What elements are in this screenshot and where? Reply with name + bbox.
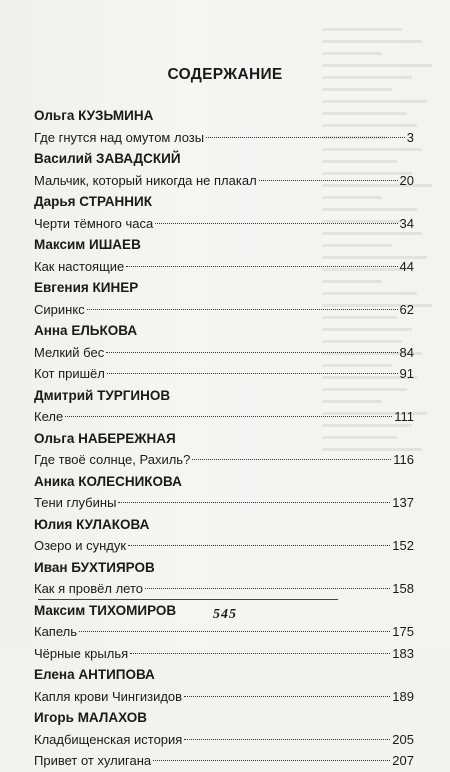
toc-author: Дмитрий ТУРГИНОВ xyxy=(34,387,171,403)
toc-entry-title: Озеро и сундук xyxy=(34,538,127,553)
toc-entry xyxy=(34,363,414,385)
toc-entry-title: Тени глубины xyxy=(34,495,117,510)
dot-leader xyxy=(118,502,390,503)
toc-author: Дарья СТРАННИК xyxy=(34,194,152,209)
toc-entry-page: 175 xyxy=(392,624,414,639)
toc-entry-page: 183 xyxy=(392,645,414,661)
toc-entry xyxy=(34,750,414,772)
toc-author: Юлия КУЛАКОВА xyxy=(34,516,150,532)
toc-author: Василий ЗАВАДСКИЙ xyxy=(34,151,181,166)
dot-leader xyxy=(145,588,390,589)
toc-entry-page: 207 xyxy=(392,753,414,768)
toc-entry-page: 189 xyxy=(392,688,414,704)
toc-entry-page: 62 xyxy=(399,301,414,317)
toc-entry-title: Как настоящие xyxy=(34,258,125,274)
toc-entry-title: Кладбищенская история xyxy=(34,731,183,747)
dot-leader xyxy=(79,631,390,632)
page-number: 545 xyxy=(213,607,237,622)
toc-entry-page: 137 xyxy=(392,495,414,510)
toc-entry-page: 84 xyxy=(399,344,414,360)
toc-entry xyxy=(34,299,414,321)
toc-entry-page: 152 xyxy=(392,538,414,553)
toc-entry xyxy=(34,213,414,235)
toc-entry-title: Келе xyxy=(34,409,64,424)
page-title: СОДЕРЖАНИЕ xyxy=(167,66,283,83)
toc-entry-page: 91 xyxy=(399,366,414,381)
dot-leader xyxy=(184,696,390,697)
toc-entry-title: Как я провёл лето xyxy=(34,581,144,596)
toc-author: Анна ЕЛЬКОВА xyxy=(34,323,138,338)
toc-author: Елена АНТИПОВА xyxy=(34,667,155,682)
toc-entry xyxy=(34,342,414,364)
toc-entry-page: 44 xyxy=(399,258,414,274)
toc-entry-title: Привет от хулигана xyxy=(34,753,152,768)
toc-entry-page: 34 xyxy=(399,215,414,231)
toc-entry xyxy=(34,643,414,665)
dot-leader xyxy=(106,352,397,353)
toc-entry xyxy=(34,578,414,600)
toc-entry xyxy=(34,492,414,514)
toc-entry-page: 116 xyxy=(393,452,414,467)
dot-leader xyxy=(184,739,390,740)
toc-entry-title: Черти тёмного часа xyxy=(34,215,154,231)
dot-leader xyxy=(130,653,390,654)
toc-entry-page: 111 xyxy=(394,409,414,424)
toc-entry-title: Кот пришёл xyxy=(34,366,105,381)
dot-leader xyxy=(128,545,390,546)
toc-entry xyxy=(34,170,414,192)
dot-leader xyxy=(153,760,390,761)
toc-entry-page: 3 xyxy=(406,129,414,145)
toc-entry xyxy=(34,449,414,471)
toc-author: Ольга НАБЕРЕЖНАЯ xyxy=(34,430,176,446)
toc-entry-page: 20 xyxy=(399,172,414,188)
toc-entry-title: Где гнутся над омутом лозы xyxy=(34,129,205,145)
toc-entry-title: Капля крови Чингизидов xyxy=(34,688,183,704)
toc-author: Максим ТИХОМИРОВ xyxy=(34,602,177,618)
toc-author: Максим ИШАЕВ xyxy=(34,237,141,252)
dot-leader xyxy=(107,373,398,374)
toc-entry xyxy=(34,406,414,428)
toc-entry-title: Капель xyxy=(34,624,77,639)
toc-author: Иван БУХТИЯРОВ xyxy=(34,559,155,575)
toc-entry-page: 205 xyxy=(392,731,414,747)
dot-leader xyxy=(155,223,397,224)
toc-entry xyxy=(34,729,414,751)
dot-leader xyxy=(206,137,405,138)
toc-entry-title: Где твоё солнце, Рахиль? xyxy=(34,452,191,467)
dot-leader xyxy=(65,416,392,417)
toc-entry-title: Мелкий бес xyxy=(34,344,105,360)
dot-leader xyxy=(126,266,397,267)
toc-entry xyxy=(34,535,414,557)
table-of-contents xyxy=(34,105,414,772)
toc-entry-title: Сиринкс xyxy=(34,301,85,317)
toc-entry xyxy=(34,256,414,278)
dot-leader xyxy=(259,180,398,181)
dot-leader xyxy=(192,459,391,460)
toc-entry xyxy=(34,686,414,708)
toc-author: Игорь МАЛАХОВ xyxy=(34,710,147,725)
toc-entry-title: Чёрные крылья xyxy=(34,645,129,661)
toc-entry xyxy=(34,621,414,643)
dot-leader xyxy=(87,309,398,310)
footer-rule xyxy=(38,599,338,600)
toc-author: Аника КОЛЕСНИКОВА xyxy=(34,473,182,489)
toc-author: Евгения КИНЕР xyxy=(34,280,139,295)
toc-entry-page: 158 xyxy=(392,581,414,596)
toc-author: Ольга КУЗЬМИНА xyxy=(34,108,154,123)
toc-entry-title: Мальчик, который никогда не плакал xyxy=(34,172,257,188)
toc-entry xyxy=(34,127,414,149)
